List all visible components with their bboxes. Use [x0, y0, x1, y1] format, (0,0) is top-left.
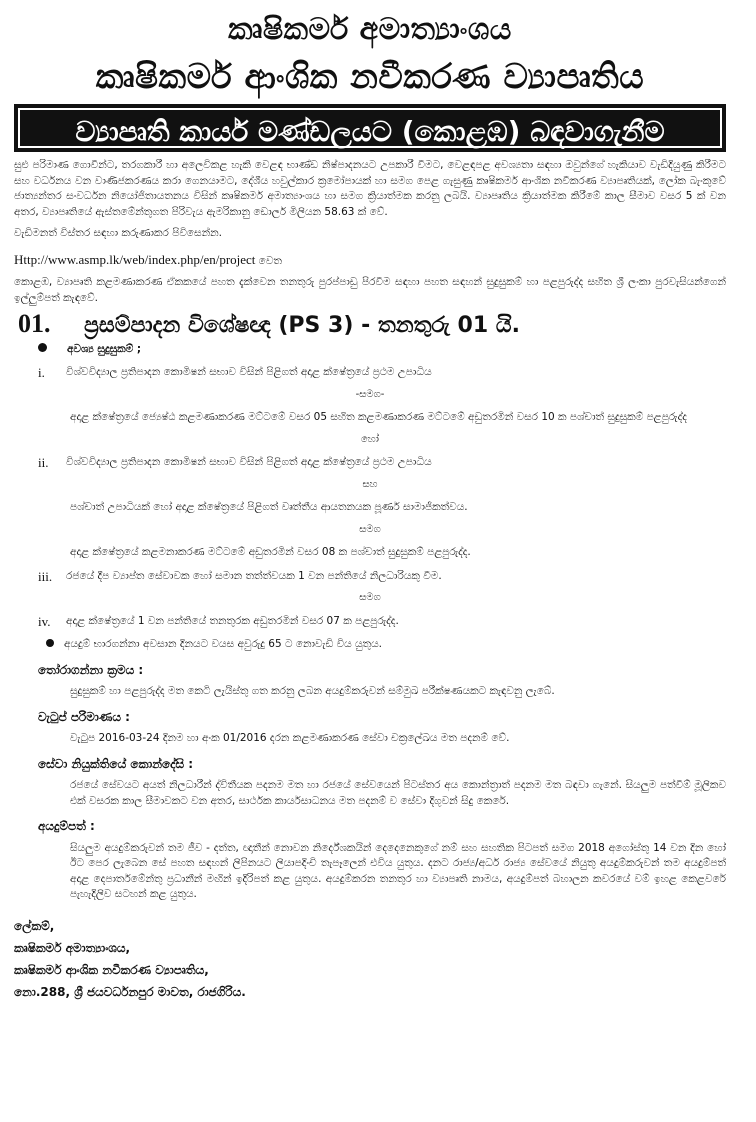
- requirements-list: [14, 365, 726, 629]
- requirement-item: [14, 500, 726, 516]
- requirements-label: අවශ්‍ය සුදුසුකම් ;: [67, 342, 142, 355]
- signature-line: ලේකම්,: [14, 918, 55, 933]
- bullet-icon: [46, 639, 54, 647]
- roman-numeral: iv.: [38, 613, 51, 629]
- signature-line: නො.288, ශ්‍රී ජයවර්ධනපුර මාවත, රාජගිරිය.: [14, 984, 246, 999]
- signature-block: [14, 915, 726, 1003]
- terms-heading: සේවා නියුක්තියේ කොන්දේසි :: [38, 756, 194, 771]
- signature-line: කෘෂිකර්ම ආංශික නවීකරණ ව්‍යාපෘතිය,: [14, 962, 209, 977]
- requirement-item: [14, 545, 726, 561]
- ministry-title: කෘෂිකර්ම අමාත්‍යාංශය: [228, 12, 512, 47]
- recruitment-banner: ව්‍යාපෘති කාර්ය මණ්ඩලයට (කොළඹ) බඳවාගැනීම: [14, 104, 726, 152]
- bullet-icon: [38, 343, 47, 352]
- invitation-paragraph: කොළඹ, ව්‍යාපෘති කළමණාකරණ ඒකකයේ පහත දැක්වෙන තනතුරු පුරප්පාඩු පිරවීම සඳහා පහත සඳහන් සුදුසුකම් හා පළපුරුද්ද සහිත ශ්‍රී ලංකා පුරවැසියන්ගෙන් ඉල්ලුම්පත් කැඳවේ.: [14, 276, 726, 304]
- requirement-item: [14, 569, 726, 585]
- selection-text: සුදුසුකම් හා පළපුරුද්ද මත කෙටි ලැයිස්තු ගත කරනු ලබන අයදුම්කරුවන් සම්මුඛ පරීක්ෂණයකට කැඳවනු ලැබේ.: [70, 685, 555, 697]
- age-note: අයදුම් භාරගන්නා අවසාන දිනයට වයස අවුරුදු 65 ට නොවැඩි විය යුතුය.: [64, 638, 382, 650]
- requirement-text: අදාළ ක්ෂේත්‍රයේ කළමනාකරණ මට්ටමේ අඩුතරමින් වසර 08 ක පශ්චාත් සුදුසුකම් පළපුරුද්ද.: [70, 546, 471, 558]
- project-url-link[interactable]: Http://www.asmp.lk/web/index.php/en/project: [14, 251, 256, 267]
- project-title: කෘෂිකර්ම ආංශික නවීකරණ ව්‍යාපෘතිය: [95, 57, 645, 97]
- roman-numeral: ii.: [38, 455, 49, 470]
- requirement-item: [14, 455, 726, 471]
- salary-text: වැටුප 2016-03-24 දිනම හා අංක 01/2016 දරන කළමණාකරණ සේවා චක්‍රලේඛය මත පදනම් වේ.: [70, 732, 510, 744]
- requirement-text: රජයේ දීප ව්‍යාප්ත සේවාවක හෝ සමාන තත්ත්වයක 1 වන පන්තියේ නිලධාරියකු වීම.: [66, 569, 442, 582]
- project-url-line: [14, 252, 726, 270]
- body: [14, 158, 726, 1003]
- age-note-row: [14, 637, 726, 653]
- position-title: ප්‍රසම්පාදන විශේෂඥ (PS 3) - තනතුරු 01 යි.: [84, 313, 520, 338]
- applications-text: සියලුම අයදුම්කරුවන් තම ජීව - දත්ත, ඥාතීන් නොවන නිර්දේශකයින් දෙදෙනෙකුගේ නම් සහ සහතික පිටපත් සමග 2018 අගෝස්තු 14 වන දින හෝ ඊට පෙර ලැබෙන සේ පහත සඳහන් ලිපිනයට ලියාපදිංචි තැපෑලෙන් එවිය යුතුය. දනට රාජ්‍ය/අර්ධ රාජ්‍ය සේවයේ නියුතු අයදුම්කරුවන් තම අයදුම්පත් අදාළ දෙපාර්තමේන්තු ප්‍රධානීන් මඟින් ඉදිරිපත් කළ යුතුය. අයදුම්කරන තනතුර හා ව්‍යාපෘති නාමය, අයදුම්පත් බහාලන කවරයේ වම් ඉහළ කෙළවරේ පැහැදිලිව සටහන් කළ යුතුය.: [70, 841, 726, 900]
- more-info-text: වැඩිමනත් විස්තර සඳහා කරුණාකර පිවිසෙන්න.: [14, 227, 222, 239]
- applications-heading: අයදුම්පත් :: [38, 819, 95, 833]
- position-number: 01.: [18, 309, 51, 338]
- roman-numeral: iii.: [38, 568, 53, 584]
- conjunction: හෝ: [361, 433, 379, 445]
- requirement-text: විශ්වවිද්‍යාල ප්‍රතිපාදන කොමිෂන් සභාව විසින් පිළිගත් අදාළ ක්ෂේත්‍රයේ ප්‍රථම උපාධිය: [66, 456, 432, 468]
- conjunction: -සමග-: [355, 388, 385, 400]
- requirement-item: [14, 365, 726, 381]
- requirement-item: [14, 614, 726, 630]
- advertisement-page: [14, 8, 726, 1003]
- requirements-heading: [14, 342, 726, 358]
- selection-heading: තෝරාගන්නා ක්‍රමය :: [38, 662, 144, 677]
- conjunction: සහ: [362, 478, 378, 490]
- intro-paragraph: සුළු පරිමාණ ගොවීන්ට, තරගකාරී හා අලෙවිකළ හැකි වෙළඳ භාණ්ඩ නිෂ්පාදනයට උපකාරී වීමට, වෙළඳපළ අවශ්‍යතා සඳහා ඔවුන්ගේ හැකියාව වැඩිදියුණු කිරීමට සහ වර්ධනය වන වාණිජකරණය කරා ගෙනයාමට, දේශීය හවුල්කාර ක්‍රමෝපායක් හා සමග පෙළ ගැසුණු කෘෂිකර්ම ආංශික නවීකරණ ව්‍යාපෘතියක්, ලෝක බැංකුවේ ජාත්‍යන්තර සංවර්ධන නියෝජිතායතනය විසින් කෘෂිකර්ම අමාත්‍යාංශය හා සමග ක්‍රියාත්මක කරනු ලබයි. ව්‍යාපෘතිය ක්‍රියාත්මක කිරීමේ කාල සීමාව වසර 5 ක් වන අතර, ව්‍යාපෘතියේ ඇස්තමේන්තුගත පිරිවැය ඇමරිකානු ඩොලර් මිලියන 58.63 ක් වේ.: [14, 159, 726, 218]
- signature-line: කෘෂිකර්ම අමාත්‍යාංශය,: [14, 940, 131, 955]
- terms-text: රජයේ සේවයට අයත් නිලධාරීන් ද්විතීයක පදනම මත හා රජයේ සේවයෙන් පිටස්තර අය කොන්ත්‍රාත් පදනම මත බඳවා ගැනේ. සියලුම පත්වීම් මූලිකව එක් වසරක කාල සීමාවකට වන අතර, සාර්ථක කාර්යසාධනය මත පදනම් ව සේවා දිගුවන් සිදු කෙරේ.: [70, 779, 726, 807]
- conjunction: සමග: [359, 523, 381, 535]
- roman-numeral: i.: [38, 365, 45, 380]
- requirement-item: [14, 410, 726, 426]
- requirement-text: පශ්චාත් උපාධියක් හෝ අදාළ ක්ෂේත්‍රයේ පිළිගත් වෘත්තීය ආයතනයක පූර්ණ සාමාජිකත්වය.: [70, 501, 468, 513]
- requirement-text: විශ්වවිද්‍යාල ප්‍රතිපාදන කොමිෂන් සභාව විසින් පිළිගත් අදාළ ක්ෂේත්‍රයේ ප්‍රථම උපාධිය: [66, 366, 432, 378]
- conjunction: සමග: [359, 592, 381, 603]
- salary-heading: වැටුප් පරිමාණය :: [38, 709, 130, 724]
- position-heading: [14, 309, 726, 338]
- project-url-suffix: වෙත: [258, 254, 282, 267]
- requirement-text: අදාළ ක්ෂේත්‍රයේ 1 වන පන්තියේ තනතුරක අඩුතරමින් වසර 07 ක පළපුරුද්ද.: [66, 614, 399, 627]
- requirement-text: අදාළ ක්ෂේත්‍රයේ ජ්‍යෙෂ්ඨ කළමණාකරණ මට්ටමේ වසර 05 සහිත කළමණාකරණ මට්ටමේ අඩුතරමින් වසර 10 ක පශ්චාත් සුදුසුකම් පළපුරුද්ද: [70, 411, 687, 423]
